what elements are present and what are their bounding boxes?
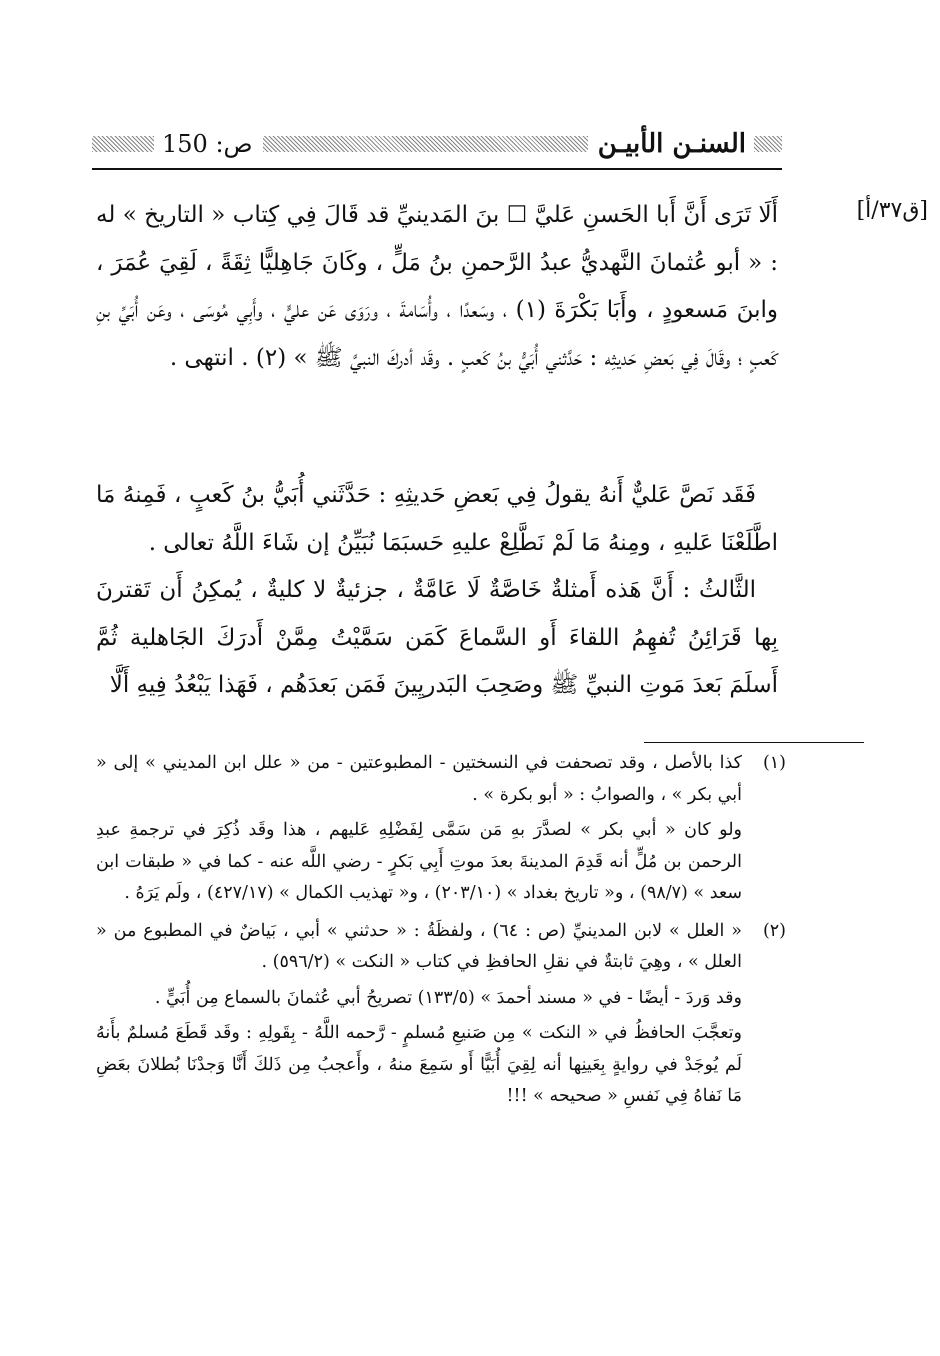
footnote-text: كذا بالأصل ، وقد تصحفت في النسختين - المطبوعتين - من « علل ابن المديني » إلى « أبي بكر » ، والصوابُ : « أبو بكرة » .	[96, 753, 742, 805]
main-paragraph-3	[96, 567, 778, 710]
footnote-continuation: ولو كان « أبي بكر » لصدَّرَ بهِ مَن سَمَّى لِفَضْلِهِ عَليهم ، هذا وقَد ذُكِرَ في ترجمةِ عبدِ الرحمن بن مُلٍّ أنه قَدِمَ المدينةَ بعدَ موتِ أَبِي بَكرٍ - رضي اللَّه عنه - كما في « طبقات ابن سعد » (٩٨/٧) ، و« تاريخ بغداد » (٢٠٣/١٠) ، و« تهذيب الكمال » (٤٢٧/١٧) ، ولَم يَرَهُ .	[96, 820, 742, 903]
footnotes	[96, 748, 786, 1113]
footnote-separator	[644, 742, 864, 743]
header-ornament-middle	[263, 136, 588, 152]
header-rule	[92, 168, 782, 170]
footnote-number: (١)	[762, 753, 786, 773]
book-title: السنـن الأبيـن	[597, 129, 746, 159]
footnote-body	[96, 748, 742, 811]
main-paragraph-2	[96, 472, 778, 567]
header-ornament-right	[754, 136, 782, 152]
footnote-continuation: وقد وَردَ - أيضًا - في « مسند أحمدَ » (١٣٣/٥) تصريحُ أبي عُثمانَ بالسماع مِن أُبَيٍّ .	[154, 987, 742, 1008]
running-header	[92, 124, 782, 164]
footnote-2	[96, 916, 786, 979]
footnote-1	[96, 748, 786, 811]
footnote-text: « العلل » لابن المدينيِّ (ص : ٦٤) ، ولفظَةُ : « حدثني » أبي ، بَياضٌ في المطبوع من « العلل » ، وهِيَ ثابتةٌ في نقلِ الحافظِ في كتاب « النكت » (٥٩٦/٢) .	[96, 920, 743, 972]
footnote-body	[96, 916, 742, 979]
page-number: ص: 150	[162, 130, 253, 158]
header-ornament-left	[92, 136, 154, 152]
paragraph-text: الثَّالثُ : أَنَّ هَذه أَمثلةٌ خَاصَّةٌ لَا عَامَّةٌ ، جزئيةٌ لا كليةٌ ، يُمكِنُ أَن تَقترنَ بِها قَرَائِنُ تُفهِمُ اللقاءَ أَو السَّماعَ كَمَن سَمَّيْتُ مِمَّنْ أَدرَكَ الجَاهلية ثُمَّ أَسلَمَ بَعدَ مَوتِ النبيِّ ﷺ وصَحِبَ البَدريِينَ فَمَن بَعدَهُم ، فَهَذا يَبْعُدُ فِيهِ أَلَّا	[96, 577, 778, 698]
footnote-number: (٢)	[762, 920, 786, 941]
main-paragraph-1	[96, 192, 778, 382]
paragraph-text: فَقَد نَصَّ عَليٌّ أَنهُ يقولُ فِي بَعضِ حَديثِهِ : حَدَّثَني أُبَيُّ بنُ كَعبٍ ، فَمِنهُ مَا اطَّلَعْنَا عَليهِ ، ومِنهُ مَا لَمْ نَطَّلِعْ عليهِ حَسبَمَا نُبَيِّنُ إن شَاءَ اللَّهُ تعالى .	[96, 482, 778, 556]
footnote-continuation: وتعجَّبَ الحافظُ في « النكت » مِن صَنيعِ مُسلمٍ - رَّحمه اللَّهُ - بِقَولِهِ : وقَد قَطَعَ مُسلمٌ بأَنهُ لَم يُوجَدْ في روايةٍ بِعَينِها أنه لِقِيَ أُبَيًّا أَو سَمِعَ منهُ ، وأَعجبُ مِن ذَلكَ أَنَّا وَجدْنَا بُطلانَ بعَضِ مَا نَفاهُ فِي نَفسِ « صحيحه » !!!	[96, 1023, 742, 1106]
paragraph-text: أَلَا تَرَى أَنَّ أَبا الحَسنِ عَليَّ ☐ بنَ المَدينيِّ قد قَالَ فِي كِتاب « التاريخ » له : « أبو عُثمانَ النَّهديُّ عبدُ الرَّحمنِ بنُ مَلٍّ ، وكَانَ جَاهِليًّا ثِقَةً ، لَقِيَ عُمَرَ ، وابنَ مَسعودٍ ، وأَبَا بَكْرَةَ (١) ، وسَعدًا ، وأُسَامةَ ، ورَوَى عَن عليٍّ ، وأَبِي مُوسَى ، وعَن أُبَيِّ بنِ كَعبٍ ؛ وقَالَ فِي بَعضِ حَديثِه : حَدَّثني أُبَيُّ بنُ كَعبٍ . وقَد أدركَ النبيَّ ﷺ » (٢) . انتهى .	[96, 202, 778, 371]
manuscript-folio-reference: [ق٣٧/أ]	[856, 198, 928, 223]
